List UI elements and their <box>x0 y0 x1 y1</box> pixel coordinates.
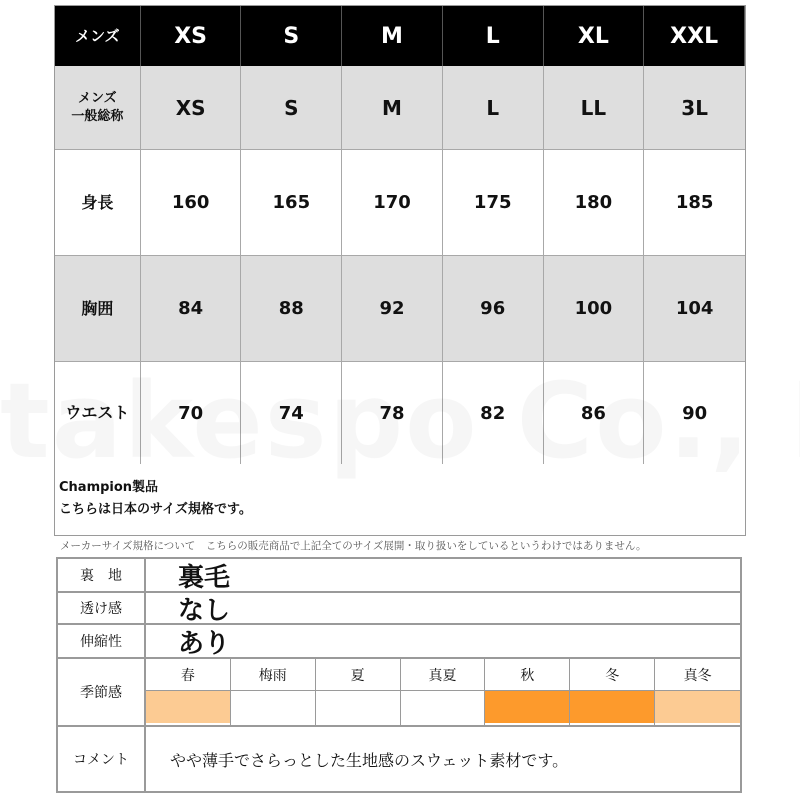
season-indicator <box>655 691 740 723</box>
season-name: 冬 <box>570 659 654 691</box>
height-label: 身長 <box>55 150 141 256</box>
stretch-label: 伸縮性 <box>58 625 146 657</box>
waist-label: ウエスト <box>55 362 141 464</box>
height-row <box>55 150 745 256</box>
header-label: メンズ <box>55 6 141 66</box>
lining-value: 裏毛 <box>178 562 231 593</box>
lining-row <box>58 559 740 593</box>
season-indicator <box>146 691 230 723</box>
maker-size-note: メーカーサイズ規格について こちらの販売商品で上記全てのサイズ展開・取り扱いをしているというわけではありません。 <box>60 540 647 552</box>
stretch-value: あり <box>178 628 231 659</box>
height-value: 160 <box>141 150 242 256</box>
chest-label: 胸囲 <box>55 256 141 362</box>
standard-note: こちらは日本のサイズ規格です。 <box>59 502 252 517</box>
comment-value: やや薄手でさらっとした生地感のスウェット素材です。 <box>170 750 569 770</box>
sheer-label: 透け感 <box>58 593 146 623</box>
chest-row <box>55 256 745 362</box>
season-grid <box>146 659 740 725</box>
chest-value: 92 <box>342 256 443 362</box>
lining-label: 裏 地 <box>58 559 146 591</box>
season-name: 春 <box>146 659 230 691</box>
chest-value: 104 <box>644 256 745 362</box>
general-size: LL <box>544 66 645 150</box>
season-name: 真夏 <box>401 659 485 691</box>
height-value: 170 <box>342 150 443 256</box>
chest-value: 96 <box>443 256 544 362</box>
season-col <box>570 659 655 725</box>
season-indicator <box>485 691 569 723</box>
waist-value: 90 <box>682 402 708 424</box>
season-indicator <box>231 691 315 723</box>
general-label: メンズ 一般総称 <box>55 66 141 150</box>
season-indicator <box>401 691 485 723</box>
note-box <box>54 463 746 536</box>
size-xl: XL <box>544 6 645 66</box>
general-size: L <box>443 66 544 150</box>
height-value: 175 <box>443 150 544 256</box>
size-l: L <box>443 6 544 66</box>
chest-value: 100 <box>544 256 645 362</box>
season-col <box>401 659 486 725</box>
waist-value: 70 <box>141 362 242 464</box>
size-xs: XS <box>141 6 242 66</box>
stretch-row <box>58 625 740 659</box>
size-s: S <box>241 6 342 66</box>
waist-value: 78 <box>342 362 443 464</box>
season-name: 夏 <box>316 659 400 691</box>
season-name: 真冬 <box>655 659 740 691</box>
season-name: 秋 <box>485 659 569 691</box>
season-col <box>146 659 231 725</box>
general-size: M <box>342 66 443 150</box>
size-xxl: XXL <box>644 6 745 66</box>
comment-label: コメント <box>58 727 146 791</box>
general-size: 3L <box>644 66 745 150</box>
waist-value: 86 <box>544 362 645 464</box>
season-col <box>485 659 570 725</box>
general-size: XS <box>141 66 242 150</box>
season-label: 季節感 <box>58 659 146 725</box>
waist-value: 74 <box>241 362 342 464</box>
chest-value: 84 <box>141 256 242 362</box>
sheer-value: なし <box>178 595 231 626</box>
season-col <box>231 659 316 725</box>
season-indicator <box>570 691 654 723</box>
height-value: 165 <box>241 150 342 256</box>
comment-row <box>58 727 740 791</box>
season-row <box>58 659 740 727</box>
season-col <box>316 659 401 725</box>
season-indicator <box>316 691 400 723</box>
size-header-row <box>55 6 745 66</box>
season-name: 梅雨 <box>231 659 315 691</box>
material-table <box>56 557 742 793</box>
season-col <box>655 659 740 725</box>
chest-value: 88 <box>241 256 342 362</box>
waist-value: 82 <box>443 362 544 464</box>
sheer-row <box>58 593 740 625</box>
height-value: 180 <box>544 150 645 256</box>
height-value: 185 <box>644 150 745 256</box>
size-m: M <box>342 6 443 66</box>
general-size-row <box>55 66 745 150</box>
general-size: S <box>241 66 342 150</box>
brand-note: Champion製品 <box>59 480 159 495</box>
